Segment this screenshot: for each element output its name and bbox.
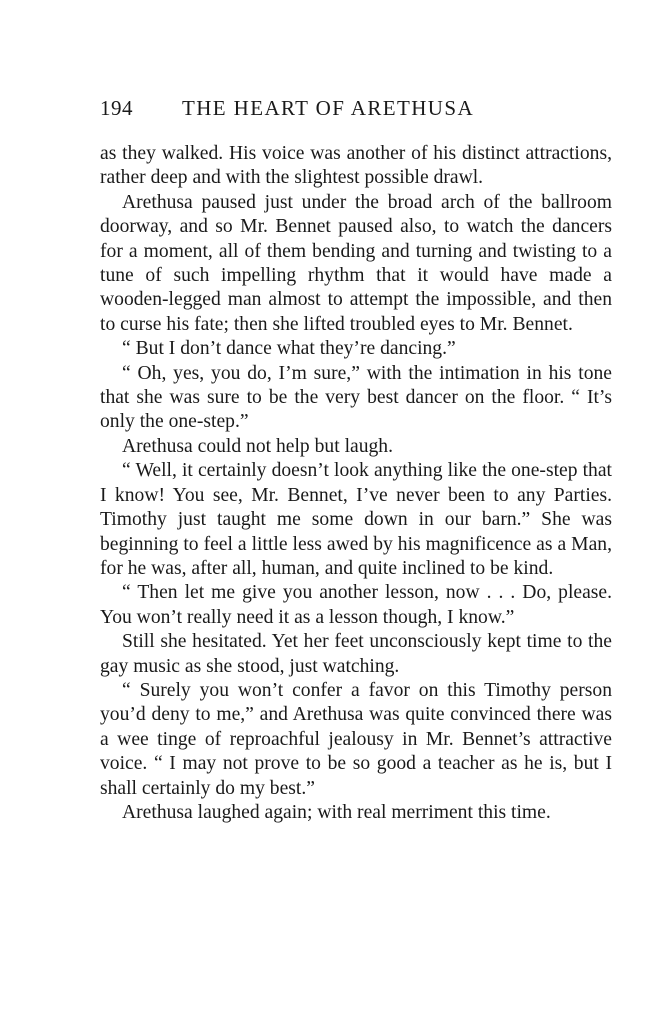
paragraph: “ Surely you won’t confer a favor on this Timothy person you’d deny to me,” and Arethusa was quite convinced there was a wee tinge of reproachful jealousy in Mr. Bennet’s attractive voice. “ I may not prove to be so good a teacher as he is, but I shall certainly do my best.” — [100, 679, 612, 799]
body-text — [100, 142, 612, 825]
paragraph: “ Then let me give you another lesson, now . . . Do, please. You won’t really need it as a lesson though, I know.” — [100, 582, 612, 628]
book-page — [100, 96, 612, 825]
running-head — [100, 96, 612, 136]
page-number: 194 — [100, 96, 133, 120]
paragraph: “ Well, it certainly doesn’t look anything like the one-step that I know! You see, Mr. Bennet, I’ve never been to any Parties. Timothy just taught me some down in our barn.” She was beginning to feel a little less awed by his magnificence as a Man, for he was, after all, human, and quite inclined to be kind. — [100, 460, 612, 579]
running-title: THE HEART OF ARETHUSA — [182, 96, 475, 120]
paragraph: Arethusa could not help but laugh. — [122, 435, 393, 457]
paragraph: “ Oh, yes, you do, I’m sure,” with the intimation in his tone that she was sure to be the very best dancer on the floor. “ It’s only the one-step.” — [100, 362, 612, 433]
paragraph: Arethusa laughed again; with real merriment this time. — [122, 801, 551, 823]
paragraph: Arethusa paused just under the broad arch of the ballroom doorway, and so Mr. Bennet paused also, to watch the dancers for a moment, all of them bending and turning and twisting to a tune of such impelling rhythm that it would have made a wooden-legged man almost to attempt the impossible, and then to curse his fate; then she lifted troubled eyes to Mr. Bennet. — [100, 191, 612, 335]
paragraph: “ But I don’t dance what they’re dancing.” — [122, 338, 456, 360]
paragraph: as they walked. His voice was another of his distinct attractions, rather deep and with the slightest possible drawl. — [100, 143, 612, 189]
paragraph: Still she hesitated. Yet her feet unconsciously kept time to the gay music as she stood, just watching. — [100, 631, 612, 677]
